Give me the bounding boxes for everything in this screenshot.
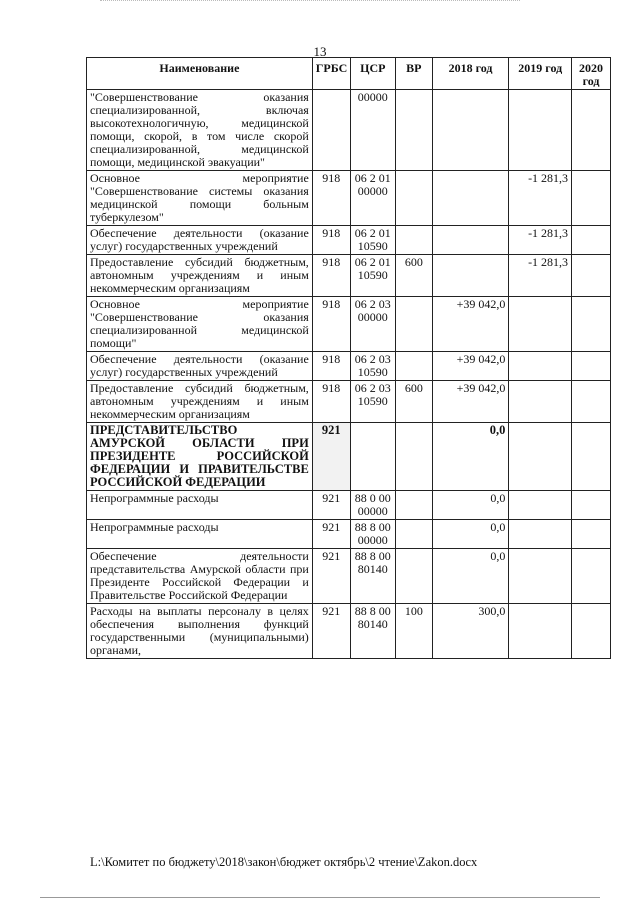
header-vr: ВР <box>395 58 432 90</box>
cell-2018 <box>432 90 509 171</box>
cell-2019: -1 281,3 <box>509 255 572 297</box>
header-name: Наименование <box>87 58 313 90</box>
cell-2018: 0,0 <box>432 491 509 520</box>
cell-csr: 06 2 01 00000 <box>350 171 395 226</box>
cell-name: Основное мероприятие "Совершенствование оказания специализированной медицинской помощи" <box>87 297 313 352</box>
cell-vr <box>395 297 432 352</box>
cell-2020 <box>572 520 611 549</box>
cell-grbs: 921 <box>312 549 350 604</box>
cell-name: Непрограммные расходы <box>87 520 313 549</box>
cell-2020 <box>572 90 611 171</box>
cell-name: Обеспечение деятельности представительства Амурской области при Президенте Российской Федерации и Правительстве Российской Федерации <box>87 549 313 604</box>
cell-2019 <box>509 90 572 171</box>
cell-2018: +39 042,0 <box>432 381 509 423</box>
cell-2019: -1 281,3 <box>509 171 572 226</box>
cell-vr <box>395 491 432 520</box>
cell-2018: +39 042,0 <box>432 352 509 381</box>
cell-name: Непрограммные расходы <box>87 491 313 520</box>
table-row <box>87 90 611 171</box>
cell-csr: 88 8 00 80140 <box>350 604 395 659</box>
table-row <box>87 171 611 226</box>
cell-2019 <box>509 549 572 604</box>
cell-csr: 06 2 03 10590 <box>350 381 395 423</box>
cell-grbs: 918 <box>312 171 350 226</box>
cell-2019 <box>509 604 572 659</box>
header-grbs: ГРБС <box>312 58 350 90</box>
cell-2019 <box>509 423 572 491</box>
cell-name: Расходы на выплаты персоналу в целях обеспечения выполнения функций государственными (муниципальными) органами, <box>87 604 313 659</box>
cell-vr: 600 <box>395 255 432 297</box>
cell-csr: 88 0 00 00000 <box>350 491 395 520</box>
cell-vr <box>395 171 432 226</box>
budget-table <box>86 57 611 659</box>
table-row <box>87 549 611 604</box>
cell-vr: 600 <box>395 381 432 423</box>
cell-2019 <box>509 352 572 381</box>
file-path-footer: L:\Комитет по бюджету\2018\закон\бюджет октябрь\2 чтение\Zakon.docx <box>90 855 478 869</box>
header-2018: 2018 год <box>432 58 509 90</box>
cell-2020 <box>572 491 611 520</box>
cell-2018 <box>432 226 509 255</box>
cell-grbs: 918 <box>312 226 350 255</box>
cell-vr <box>395 549 432 604</box>
cell-2020 <box>572 381 611 423</box>
cell-grbs: 921 <box>312 520 350 549</box>
cell-grbs: 918 <box>312 297 350 352</box>
cell-grbs: 918 <box>312 381 350 423</box>
scan-top-mark <box>100 0 520 5</box>
table-row <box>87 297 611 352</box>
cell-vr <box>395 226 432 255</box>
cell-name: Предоставление субсидий бюджетным, автономным учреждениям и иным некоммерческим организациям <box>87 381 313 423</box>
cell-2020 <box>572 549 611 604</box>
cell-csr: 06 2 03 00000 <box>350 297 395 352</box>
cell-2019 <box>509 381 572 423</box>
cell-2019 <box>509 520 572 549</box>
table-row <box>87 381 611 423</box>
cell-grbs: 921 <box>312 423 350 491</box>
header-2020: 2020 год <box>572 58 611 90</box>
cell-grbs: 921 <box>312 604 350 659</box>
cell-2020 <box>572 297 611 352</box>
cell-2020 <box>572 171 611 226</box>
cell-vr <box>395 90 432 171</box>
cell-grbs: 918 <box>312 255 350 297</box>
cell-vr: 100 <box>395 604 432 659</box>
cell-2019 <box>509 297 572 352</box>
table-row <box>87 604 611 659</box>
cell-csr: 88 8 00 00000 <box>350 520 395 549</box>
cell-vr <box>395 352 432 381</box>
header-2019: 2019 год <box>509 58 572 90</box>
cell-2018: +39 042,0 <box>432 297 509 352</box>
header-csr: ЦСР <box>350 58 395 90</box>
cell-vr <box>395 520 432 549</box>
table-row <box>87 423 611 491</box>
table-body <box>87 90 611 659</box>
cell-grbs: 921 <box>312 491 350 520</box>
cell-2018: 300,0 <box>432 604 509 659</box>
cell-name: Обеспечение деятельности (оказание услуг) государственных учреждений <box>87 352 313 381</box>
scan-bottom-line <box>40 897 600 898</box>
cell-2018: 0,0 <box>432 423 509 491</box>
cell-2020 <box>572 604 611 659</box>
cell-2018 <box>432 255 509 297</box>
table-row <box>87 226 611 255</box>
cell-name: ПРЕДСТАВИТЕЛЬСТВО АМУРСКОЙ ОБЛАСТИ ПРИ ПРЕЗИДЕНТЕ РОССИЙСКОЙ ФЕДЕРАЦИИ И ПРАВИТЕЛЬСТВЕ РОССИЙСКОЙ ФЕДЕРАЦИИ <box>87 423 313 491</box>
cell-csr <box>350 423 395 491</box>
cell-csr: 06 2 01 10590 <box>350 255 395 297</box>
page-number: 13 <box>313 44 327 59</box>
cell-name: Основное мероприятие "Совершенствование системы оказания медицинской помощи больным туберкулезом" <box>87 171 313 226</box>
cell-2020 <box>572 255 611 297</box>
cell-csr: 00000 <box>350 90 395 171</box>
table-row <box>87 255 611 297</box>
cell-name: Обеспечение деятельности (оказание услуг) государственных учреждений <box>87 226 313 255</box>
cell-2020 <box>572 352 611 381</box>
table-row <box>87 520 611 549</box>
cell-name: Предоставление субсидий бюджетным, автономным учреждениям и иным некоммерческим организациям <box>87 255 313 297</box>
cell-2020 <box>572 226 611 255</box>
cell-2018: 0,0 <box>432 549 509 604</box>
cell-name: "Совершенствование оказания специализированной, включая высокотехнологичную, медицинской помощи, скорой, в том числе скорой специализированной, медицинской помощи, медицинской эвакуации" <box>87 90 313 171</box>
cell-2019 <box>509 491 572 520</box>
cell-grbs <box>312 90 350 171</box>
cell-vr <box>395 423 432 491</box>
cell-2019: -1 281,3 <box>509 226 572 255</box>
cell-2018 <box>432 171 509 226</box>
table-row <box>87 352 611 381</box>
cell-2018: 0,0 <box>432 520 509 549</box>
cell-csr: 88 8 00 80140 <box>350 549 395 604</box>
cell-2020 <box>572 423 611 491</box>
cell-csr: 06 2 03 10590 <box>350 352 395 381</box>
table-row <box>87 491 611 520</box>
table-header-row <box>87 58 611 90</box>
cell-csr: 06 2 01 10590 <box>350 226 395 255</box>
cell-grbs: 918 <box>312 352 350 381</box>
